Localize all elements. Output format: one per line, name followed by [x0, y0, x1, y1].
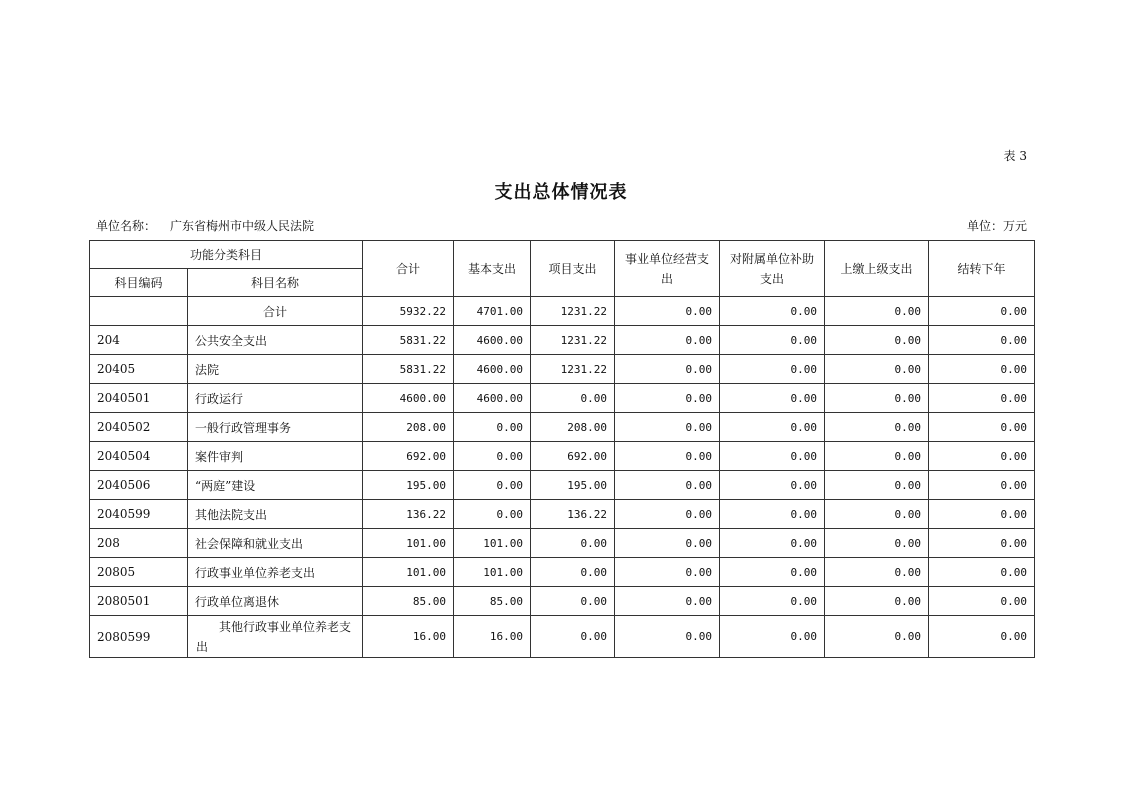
table-row [90, 442, 1035, 471]
header-subject-name: 科目名称 [188, 269, 363, 297]
total-cell: 16.00 [363, 616, 454, 658]
carry-cell: 0.00 [929, 616, 1035, 658]
subsidy-cell: 0.00 [720, 297, 825, 326]
project-cell: 195.00 [531, 471, 615, 500]
upper-cell: 0.00 [825, 384, 929, 413]
table-row [90, 413, 1035, 442]
basic-cell: 0.00 [454, 471, 531, 500]
subject-name-cell: 其他行政事业单位养老支出 [188, 616, 363, 658]
header-subject-code: 科目编码 [90, 269, 188, 297]
total-cell: 101.00 [363, 529, 454, 558]
upper-cell: 0.00 [825, 616, 929, 658]
business-cell: 0.00 [615, 471, 720, 500]
business-cell: 0.00 [615, 587, 720, 616]
subject-name-cell: 公共安全支出 [188, 326, 363, 355]
unit-info-row [96, 217, 1027, 233]
unit-name-block [96, 217, 314, 234]
total-cell: 692.00 [363, 442, 454, 471]
subsidy-cell: 0.00 [720, 471, 825, 500]
header-subsidy-expenditure: 对附属单位补助支出 [720, 241, 825, 297]
subject-code-cell: 208 [90, 529, 188, 558]
carry-cell: 0.00 [929, 471, 1035, 500]
project-cell: 0.00 [531, 587, 615, 616]
total-cell: 5932.22 [363, 297, 454, 326]
subsidy-cell: 0.00 [720, 529, 825, 558]
table-row [90, 471, 1035, 500]
upper-cell: 0.00 [825, 355, 929, 384]
header-total: 合计 [363, 241, 454, 297]
page-title: 支出总体情况表 [494, 182, 628, 203]
subsidy-cell: 0.00 [720, 558, 825, 587]
subsidy-cell: 0.00 [720, 384, 825, 413]
carry-cell: 0.00 [929, 355, 1035, 384]
table-row [90, 558, 1035, 587]
basic-cell: 0.00 [454, 413, 531, 442]
subject-code-cell: 2080599 [90, 616, 188, 658]
table-row [90, 384, 1035, 413]
project-cell: 0.00 [531, 558, 615, 587]
total-cell: 136.22 [363, 500, 454, 529]
basic-cell: 101.00 [454, 529, 531, 558]
table-number: 表 3 [1003, 149, 1027, 163]
business-cell: 0.00 [615, 529, 720, 558]
subsidy-cell: 0.00 [720, 326, 825, 355]
subject-code-cell: 2080501 [90, 587, 188, 616]
subject-code-cell [90, 297, 188, 326]
basic-cell: 4701.00 [454, 297, 531, 326]
subsidy-cell: 0.00 [720, 413, 825, 442]
unit-name-label: 单位名称： [96, 219, 157, 233]
project-cell: 1231.22 [531, 355, 615, 384]
table-row [90, 500, 1035, 529]
carry-cell: 0.00 [929, 384, 1035, 413]
subject-name-cell: 社会保障和就业支出 [188, 529, 363, 558]
project-cell: 1231.22 [531, 297, 615, 326]
upper-cell: 0.00 [825, 442, 929, 471]
header-function-category: 功能分类科目 [90, 241, 363, 269]
subject-code-cell: 204 [90, 326, 188, 355]
subsidy-cell: 0.00 [720, 355, 825, 384]
business-cell: 0.00 [615, 326, 720, 355]
business-cell: 0.00 [615, 297, 720, 326]
total-cell: 101.00 [363, 558, 454, 587]
business-cell: 0.00 [615, 355, 720, 384]
upper-cell: 0.00 [825, 529, 929, 558]
currency-unit: 单位：万元 [966, 219, 1027, 233]
business-cell: 0.00 [615, 500, 720, 529]
header-row-1 [90, 241, 1035, 269]
subject-code-cell: 20405 [90, 355, 188, 384]
unit-name-value: 广东省梅州市中级人民法院 [170, 219, 315, 233]
carry-cell: 0.00 [929, 326, 1035, 355]
carry-cell: 0.00 [929, 529, 1035, 558]
subject-code-cell: 2040506 [90, 471, 188, 500]
total-cell: 4600.00 [363, 384, 454, 413]
basic-cell: 16.00 [454, 616, 531, 658]
subject-code-cell: 2040502 [90, 413, 188, 442]
subsidy-cell: 0.00 [720, 500, 825, 529]
total-cell: 208.00 [363, 413, 454, 442]
subject-name-cell: 行政单位离退休 [188, 587, 363, 616]
subject-name-cell: 行政事业单位养老支出 [188, 558, 363, 587]
subject-name-cell: 其他法院支出 [188, 500, 363, 529]
header-business-expenditure: 事业单位经营支出 [615, 241, 720, 297]
header-basic-expenditure: 基本支出 [454, 241, 531, 297]
basic-cell: 4600.00 [454, 326, 531, 355]
project-cell: 208.00 [531, 413, 615, 442]
subject-code-cell: 2040599 [90, 500, 188, 529]
subject-code-cell: 2040504 [90, 442, 188, 471]
subject-code-cell: 2040501 [90, 384, 188, 413]
subsidy-cell: 0.00 [720, 442, 825, 471]
carry-cell: 0.00 [929, 413, 1035, 442]
upper-cell: 0.00 [825, 558, 929, 587]
basic-cell: 101.00 [454, 558, 531, 587]
carry-cell: 0.00 [929, 500, 1035, 529]
subject-name-cell: 案件审判 [188, 442, 363, 471]
upper-cell: 0.00 [825, 471, 929, 500]
expenditure-table [89, 240, 1035, 658]
subject-name-cell: 行政运行 [188, 384, 363, 413]
header-upper-level-expenditure: 上缴上级支出 [825, 241, 929, 297]
project-cell: 0.00 [531, 616, 615, 658]
subject-name-cell: “两庭”建设 [188, 471, 363, 500]
basic-cell: 85.00 [454, 587, 531, 616]
total-cell: 85.00 [363, 587, 454, 616]
table-row [90, 587, 1035, 616]
business-cell: 0.00 [615, 616, 720, 658]
carry-cell: 0.00 [929, 558, 1035, 587]
table-row [90, 297, 1035, 326]
header-project-expenditure: 项目支出 [531, 241, 615, 297]
carry-cell: 0.00 [929, 297, 1035, 326]
basic-cell: 4600.00 [454, 384, 531, 413]
business-cell: 0.00 [615, 558, 720, 587]
basic-cell: 0.00 [454, 442, 531, 471]
table-row [90, 529, 1035, 558]
total-cell: 5831.22 [363, 355, 454, 384]
table-row [90, 355, 1035, 384]
subject-name-cell: 合计 [188, 297, 363, 326]
table-row [90, 616, 1035, 658]
header-carry-forward: 结转下年 [929, 241, 1035, 297]
project-cell: 0.00 [531, 529, 615, 558]
total-cell: 5831.22 [363, 326, 454, 355]
upper-cell: 0.00 [825, 413, 929, 442]
basic-cell: 4600.00 [454, 355, 531, 384]
project-cell: 692.00 [531, 442, 615, 471]
total-cell: 195.00 [363, 471, 454, 500]
upper-cell: 0.00 [825, 297, 929, 326]
project-cell: 136.22 [531, 500, 615, 529]
subject-name-cell: 法院 [188, 355, 363, 384]
business-cell: 0.00 [615, 442, 720, 471]
table-row [90, 326, 1035, 355]
project-cell: 0.00 [531, 384, 615, 413]
subject-name-cell: 一般行政管理事务 [188, 413, 363, 442]
carry-cell: 0.00 [929, 442, 1035, 471]
business-cell: 0.00 [615, 413, 720, 442]
subsidy-cell: 0.00 [720, 587, 825, 616]
carry-cell: 0.00 [929, 587, 1035, 616]
business-cell: 0.00 [615, 384, 720, 413]
basic-cell: 0.00 [454, 500, 531, 529]
upper-cell: 0.00 [825, 326, 929, 355]
project-cell: 1231.22 [531, 326, 615, 355]
upper-cell: 0.00 [825, 500, 929, 529]
subsidy-cell: 0.00 [720, 616, 825, 658]
subject-code-cell: 20805 [90, 558, 188, 587]
upper-cell: 0.00 [825, 587, 929, 616]
